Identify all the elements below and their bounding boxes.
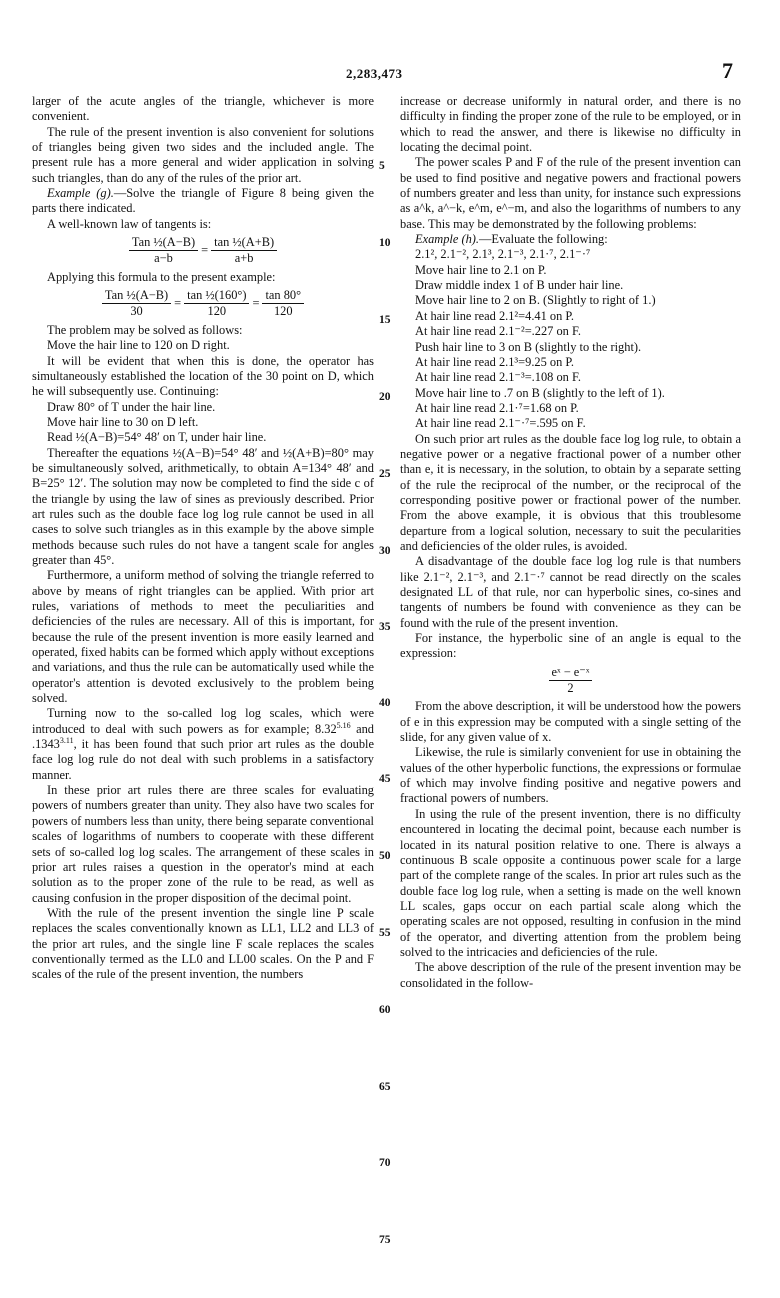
tangent-law-equation: $\frac{\text{Tan ½(A−B)}}{a-b}$ = $\frac{\text{tan ½(A+B)}}{a+b}$ <box>32 235 374 267</box>
step: At hair line read 2.1⁻·⁷=.595 on F. <box>415 416 586 431</box>
line-number: 75 <box>379 1234 391 1246</box>
equation-term: 120 <box>207 304 227 319</box>
paragraph: The rule of the present invention is also convenient for solutions of triangles being given two sides and the included angle. The present rule has a more general and wider application in solving such triangles, than do any of the rules of the prior art. <box>32 124 374 185</box>
equation-term: 120 <box>273 304 293 319</box>
paragraph: increase or decrease uniformly in natural order, and there is no difficulty in finding the proper zone of the rule to be employed, or in which to read the answer, and there is likewise no difficulty in locating the decimal point. <box>400 94 741 155</box>
line-number: 65 <box>379 1081 391 1093</box>
paragraph: The above description of the rule of the present invention may be consolidated in the follow- <box>400 960 741 990</box>
line-number: 20 <box>379 391 391 403</box>
line-number: 25 <box>379 468 391 480</box>
hyperbolic-sine-equation <box>400 665 741 697</box>
step: At hair line read 2.1³=9.25 on P. <box>415 354 575 369</box>
step: Move hair line to 2.1 on P. <box>415 262 547 277</box>
paragraph: Furthermore, a uniform method of solving the triangle referred to above by means of right triangles can be applied. With prior art rules, variations of methods to meet the peculiarities and deficiencies of the rules are necessary. All of this is important, for because the rule of the present invention is more easily learned and operated, fixed habits can be formed which apply without exceptions and variations, and thus the rule can be automatically used while the operator's attention is devoted exclusively to the problem being solved. <box>32 568 375 706</box>
paragraph <box>32 706 374 783</box>
line-number: 60 <box>379 1004 391 1016</box>
text-run: Turning now to the so-called log log scales, which were introduced to deal with such powers as for example; 8.32 <box>32 706 374 736</box>
paragraph: In using the rule of the present invention, there is no difficulty encountered in locating the decimal point, because each number is located in its natural position relative to one. There is always a continuous B scale opposite a continuous power scale for a large part of the complete range of the scales. In prior art rules such as the double face log log rule, when a setting is made on the well known LL scales, gaps occur on each partial scale along which the operating scales are not opposed, resulting in confusion in the mind of the operator, and diverting attention from the problem being solved to the intricacies and deficiencies of the rule. <box>400 806 741 959</box>
applied-equation: $\frac{\text{Tan ½(A−B)}}{30}$ = $\frac{\text{tan ½(160°)}}{120}$ = $\frac{\tan 80^\circ}{120}$ <box>32 288 374 320</box>
step: Draw 80° of T under the hair line. <box>47 399 216 414</box>
left-column <box>32 94 374 983</box>
equation-term: a+b <box>234 251 254 266</box>
line-number: 30 <box>379 545 391 557</box>
paragraph: On such prior art rules as the double face log log rule, to obtain a negative power or a negative fractional power of a number other than e, it is necessary, in the solution, to obtain by a separate setting of the rule the reciprocal of the number, or the reciprocal of the corresponding positive power or fractional power of the number. From the above example, it is obvious that this troublesome departure from a logical solution, necessary to suit the pecularities and deficiencies of the older rules, is avoided. <box>400 431 741 553</box>
example-g <box>32 186 374 217</box>
paragraph: A disadvantage of the double face log log rule is that numbers like 2.1⁻², 2.1⁻³, and 2.1⁻·⁷ cannot be read directly on the scales designated LL of that rule, nor can hyperbolic sines, co-sines and tangents of numbers be found with convenience as they can be found with the rule of the present invention. <box>400 554 741 630</box>
line-number: 35 <box>379 621 391 633</box>
step: Move the hair line to 120 on D right. <box>47 338 230 353</box>
line-number: 15 <box>379 314 391 326</box>
line-number: 40 <box>379 697 391 709</box>
line-number: 50 <box>379 850 391 862</box>
equation-term: Tan ½(A−B) <box>102 288 171 304</box>
text-run: and .1343 <box>32 721 374 752</box>
paragraph: With the rule of the present invention the single line P scale replaces the scales conventionally known as LL1, LL2 and LL3 of the prior art rules, and the single line F scale replaces the scales conventionally termed as the LL0 and LL00 scales. On the P and F scales of the rule of the present invention, the numbers <box>32 905 374 982</box>
paragraph: larger of the acute angles of the triangle, whichever is more convenient. <box>32 94 374 124</box>
paragraph: A well-known law of tangents is: <box>47 216 212 231</box>
paragraph: The power scales P and F of the rule of the present invention can be used to find positive and negative powers and fractional powers of numbers greater and less than unity, for instance such expressions as a^k, a^−k, e^m, e^−m, and also the logarithms of numbers to any base. This may be demonstrated by the following problems: <box>400 155 741 231</box>
example-label: Example (h). <box>415 232 479 247</box>
exponent: 5.16 <box>336 720 351 730</box>
step: At hair line read 2.1⁻³=.108 on F. <box>415 370 581 385</box>
example-label: Example (g). <box>47 186 114 201</box>
step: Move hair line to 2 on B. (Slightly to right of 1.) <box>415 293 656 308</box>
paragraph: It will be evident that when this is done, the operator has simultaneously established the location of the 30 point on D, which he will subsequently use. Continuing: <box>32 353 374 399</box>
step: Move hair line to .7 on B (slightly to the left of 1). <box>415 385 665 400</box>
step: Read ½(A−B)=54° 48′ on T, under hair line. <box>47 430 267 445</box>
example-text: —Solve the triangle of Figure 8 being given the parts there indicated. <box>32 186 375 216</box>
exponent: 3.11 <box>59 735 74 745</box>
step: Push hair line to 3 on B (slightly to the right). <box>415 339 642 354</box>
example-list: 2.1², 2.1⁻², 2.1³, 2.1⁻³, 2.1·⁷, 2.1⁻·⁷ <box>415 247 591 262</box>
example-text: —Evaluate the following: <box>479 232 608 247</box>
line-number: 55 <box>379 927 391 939</box>
equation-term: 30 <box>130 304 143 319</box>
step: At hair line read 2.1²=4.41 on P. <box>415 308 575 323</box>
equation-term: tan 80° <box>262 288 304 304</box>
paragraph: Likewise, the rule is similarly convenient for use in obtaining the values of the other hyperbolic functions, the expressions or formulae of which may involve finding positive and negative powers and fractional powers of numbers. <box>400 745 741 806</box>
paragraph: Applying this formula to the present example: <box>47 269 276 284</box>
line-number: 5 <box>379 160 385 172</box>
paragraph: In these prior art rules there are three scales for evaluating powers of numbers greater than unity. They also have two scales for powers of numbers less than unity, there being separate conventional scales of logarithms of numbers to cooperate with these different sets of so-called log log scales. The arrangement of these scales in prior art rules raises a question in the operator's mind at each solution as to the proper zone of the rule to be read, as well as causing confusion in the proper disposition of the decimal point. <box>32 783 374 905</box>
line-number: 10 <box>379 237 391 249</box>
step: At hair line read 2.1·⁷=1.68 on P. <box>415 400 579 415</box>
page-number: 7 <box>722 58 733 83</box>
paragraph: For instance, the hyperbolic sine of an angle is equal to the expression: <box>400 631 741 661</box>
equation-term: 2 <box>567 681 574 696</box>
right-column <box>400 94 741 991</box>
equation-term: tan ½(160°) <box>184 288 249 304</box>
line-number: 70 <box>379 1157 391 1169</box>
equation-term: eˣ − e⁻ˣ <box>549 665 593 681</box>
equation-term: tan ½(A+B) <box>211 235 277 251</box>
equation-term: Tan ½(A−B) <box>129 235 198 251</box>
step: At hair line read 2.1⁻²=.227 on F. <box>415 324 581 339</box>
patent-number: 2,283,473 <box>346 66 403 81</box>
text-run: , it has been found that such prior art rules as the double face log log rule do not deal with such problems in a satisfactory manner. <box>32 737 374 782</box>
step: Draw middle index 1 of B under hair line. <box>415 278 624 293</box>
step: Move hair line to 30 on D left. <box>47 414 199 429</box>
paragraph: From the above description, it will be understood how the powers of e in this expression may be computed with a single setting of the slide, for any given value of x. <box>400 699 741 745</box>
paragraph: Thereafter the equations ½(A−B)=54° 48′ and ½(A+B)=80° may be simultaneously solved, arithmetically, to obtain A=134° 48′ and B=25° 12′. The solution may now be completed to find the side c of the triangle by using the law of sines as previously described. Prior art rules such as the double face log log rule cannot be used in all cases to solve such triangles as in this example by the above simple methods because such rules do not have a tangent scale for angles greater than 45°. <box>32 445 374 567</box>
line-number: 45 <box>379 773 391 785</box>
paragraph: The problem may be solved as follows: <box>47 322 243 337</box>
equation-term: a−b <box>154 251 173 266</box>
example-h <box>400 232 741 247</box>
